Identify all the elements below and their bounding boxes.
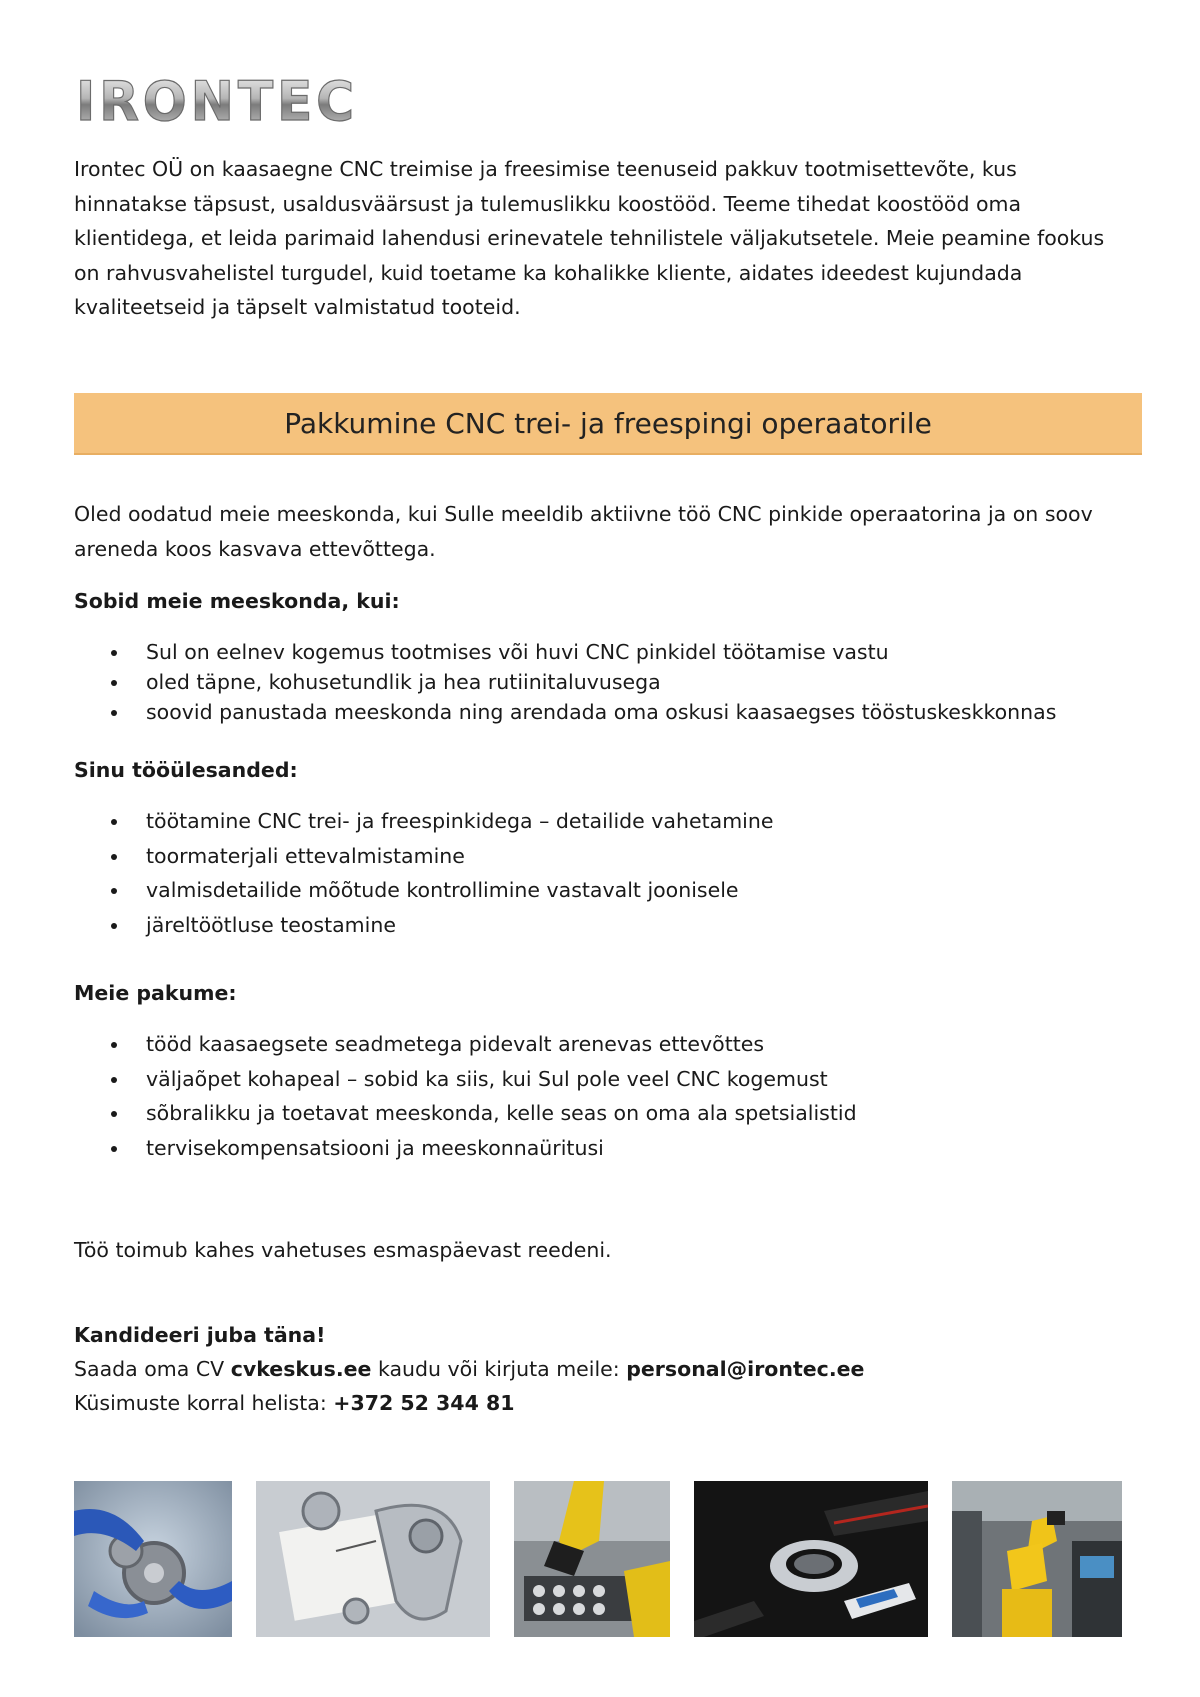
apply-heading: Kandideeri juba täna! bbox=[74, 1323, 326, 1347]
yellow-robot-cell-image bbox=[952, 1481, 1122, 1637]
cv-middle: kaudu või kirjuta meile: bbox=[371, 1357, 627, 1381]
fit-heading: Sobid meie meeskonda, kui: bbox=[74, 589, 400, 613]
precision-ring-caliper-image bbox=[694, 1481, 928, 1637]
fit-list bbox=[74, 637, 1056, 727]
list-item: toormaterjali ettevalmistamine bbox=[74, 839, 773, 874]
tasks-list bbox=[74, 804, 773, 942]
list-item: sõbralikku ja toetavat meeskonda, kelle seas on oma ala spetsialistid bbox=[74, 1096, 857, 1131]
svg-text:IRONTEC: IRONTEC bbox=[76, 70, 358, 128]
list-item: oled täpne, kohusetundlik ja hea rutiinitaluvusega bbox=[74, 667, 1056, 697]
email-link[interactable]: personal@irontec.ee bbox=[626, 1357, 865, 1381]
tasks-heading: Sinu tööülesanded: bbox=[74, 758, 298, 782]
machined-parts-drawing-image bbox=[256, 1481, 490, 1637]
shifts-text: Töö toimub kahes vahetuses esmaspäevast reedeni. bbox=[74, 1238, 612, 1262]
job-title: Pakkumine CNC trei- ja freespingi operaatorile bbox=[284, 406, 932, 440]
list-item: väljaõpet kohapeal – sobid ka siis, kui Sul pole veel CNC kogemust bbox=[74, 1062, 857, 1097]
list-item: töötamine CNC trei- ja freespinkidega – detailide vahetamine bbox=[74, 804, 773, 839]
cv-site-link[interactable]: cvkeskus.ee bbox=[230, 1357, 372, 1381]
phone-prefix: Küsimuste korral helista: bbox=[74, 1391, 334, 1415]
apply-phone-line bbox=[74, 1386, 1144, 1421]
job-title-banner bbox=[74, 393, 1142, 455]
irontec-logo bbox=[74, 70, 364, 128]
list-item: Sul on eelnev kogemus tootmises või huvi CNC pinkidel töötamise vastu bbox=[74, 637, 1056, 667]
list-item: soovid panustada meeskonda ning arendada oma oskusi kaasaegses tööstuskeskkonnas bbox=[74, 697, 1056, 727]
list-item: valmisdetailide mõõtude kontrollimine vastavalt joonisele bbox=[74, 873, 773, 908]
company-intro: Irontec OÜ on kaasaegne CNC treimise ja freesimise teenuseid pakkuv tootmisettevõte, kus hinnatakse täpsust, usaldusväärsust ja tulemuslikku koostööd. Teeme tihedat koostööd oma klientidega, et leida parimaid lahendusi erinevatele tehnilistele väljakutsetele. Meie peamine fookus on rahvusvahelistel turgudel, kuid toetame ka kohalikke kliente, aidates ideedest kujundada kvaliteetseid ja täpselt valmistatud tooteid. bbox=[74, 157, 1105, 319]
apply-cv-line bbox=[74, 1352, 1144, 1387]
list-item: tervisekompensatsiooni ja meeskonnaüritusi bbox=[74, 1131, 857, 1166]
robot-hands-gears-image bbox=[74, 1481, 232, 1637]
robot-arm-parts-image bbox=[514, 1481, 670, 1637]
list-item: järeltöötluse teostamine bbox=[74, 908, 773, 943]
offer-list bbox=[74, 1027, 857, 1165]
welcome-text: Oled oodatud meie meeskonda, kui Sulle meeldib aktiivne töö CNC pinkide operaatorina ja on soov areneda koos kasvava ettevõttega. bbox=[74, 502, 1093, 561]
list-item: tööd kaasaegsete seadmetega pidevalt arenevas ettevõttes bbox=[74, 1027, 857, 1062]
phone-number[interactable]: +372 52 344 81 bbox=[333, 1391, 515, 1415]
offer-heading: Meie pakume: bbox=[74, 981, 237, 1005]
cv-prefix: Saada oma CV bbox=[74, 1357, 231, 1381]
